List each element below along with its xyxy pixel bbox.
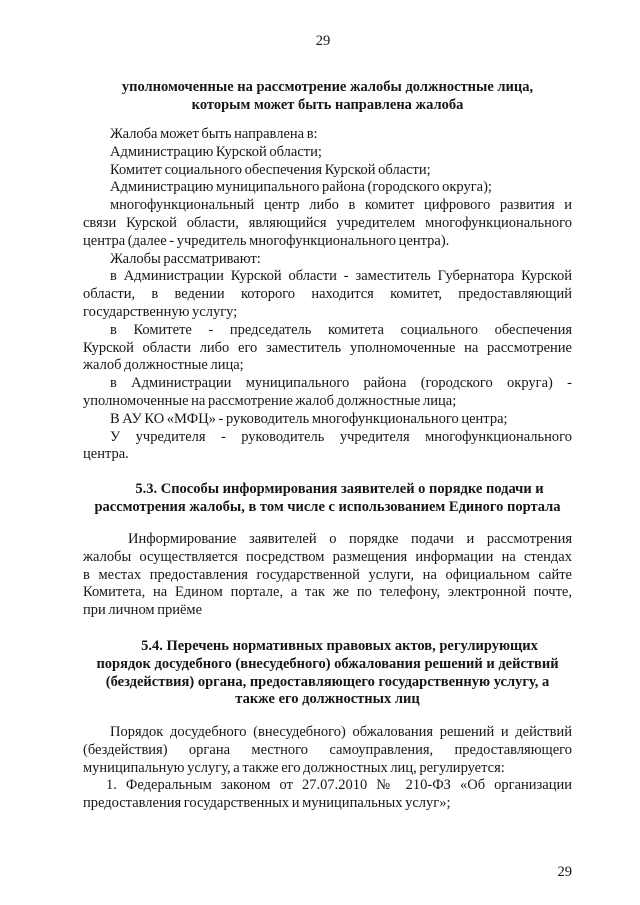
paragraph	[83, 411, 572, 429]
paragraph-line: Курской области либо его заместитель уполномоченные на рассмотрение	[83, 339, 572, 356]
paragraph-line: государственную услугу;	[83, 303, 238, 320]
paragraph-line: в местах предоставления государственной услуги, на официальном сайте	[83, 566, 572, 583]
complaint-officials-heading	[83, 79, 572, 115]
paragraph-line: жалоб должностные лица;	[83, 357, 244, 374]
paragraph-line: многофункциональный центр либо в комитет цифрового развития и	[110, 197, 572, 214]
paragraph-line: Комитет социального обеспечения Курской области;	[110, 161, 431, 178]
paragraph-line: Жалоба может быть направлена в:	[110, 126, 318, 142]
paragraph	[83, 197, 572, 250]
paragraph	[83, 724, 572, 777]
page-number-bottom: 29	[557, 864, 572, 880]
paragraph	[83, 251, 572, 269]
heading-line: рассмотрения жалобы, в том числе с использованием Единого портала	[94, 498, 561, 515]
paragraph	[83, 179, 572, 197]
paragraph	[83, 322, 572, 375]
paragraph-line: Порядок досудебного (внесудебного) обжалования решений и действий	[110, 724, 572, 740]
heading-line: также его должностных лиц	[235, 691, 420, 708]
paragraph-line: Комитета, на Едином портале, а так же по телефону, электронной почте,	[83, 584, 572, 601]
paragraph-line: жалобы осуществляется посредством размещения информации на стендах	[83, 548, 572, 565]
paragraph-line: У учредителя - руководитель учредителя многофункционального	[110, 428, 572, 445]
section-5-4-heading	[83, 638, 572, 709]
paragraph-line: в Комитете - председатель комитета социального обеспечения	[110, 321, 572, 338]
paragraph-line: в Администрации Курской области - заместитель Губернатора Курской	[110, 268, 572, 285]
section-5-3-body	[83, 531, 572, 620]
paragraph-line: муниципальную услугу, а также его должностных лиц, регулируется:	[83, 759, 505, 776]
heading-line: порядок досудебного (внесудебного) обжалования решений и действий	[96, 655, 559, 672]
paragraph-line: Администрацию муниципального района (городского округа);	[110, 179, 492, 196]
heading-line: 5.3. Способы информирования заявителей о порядке подачи и	[135, 481, 544, 497]
paragraph-line: центра.	[83, 446, 129, 463]
paragraph-line: Жалобы рассматривают:	[110, 250, 261, 267]
paragraph	[83, 531, 572, 620]
list-item	[83, 777, 572, 813]
paragraph-line: области, в ведении которого находится комитет, предоставляющий	[83, 286, 572, 303]
paragraph-line: центра (далее - учредитель многофункционального центра).	[83, 232, 450, 249]
heading-line: 5.4. Перечень нормативных правовых актов, регулирующих	[141, 638, 538, 654]
paragraph-line: в Администрации муниципального района (городского округа) -	[110, 375, 572, 392]
paragraph-line: Информирование заявителей о порядке подачи и рассмотрения	[128, 531, 572, 547]
heading-line: которым может быть направлена жалоба	[191, 96, 464, 113]
paragraph	[83, 268, 572, 321]
paragraph-line: при личном приёме	[83, 602, 203, 619]
paragraph-line: связи Курской области, являющийся учредителем многофункционального	[83, 214, 572, 231]
paragraph-line: Администрацию Курской области;	[110, 143, 322, 160]
paragraph-line: уполномоченные на рассмотрение жалоб должностные лица;	[83, 392, 457, 409]
paragraph-line: 1. Федеральным законом от 27.07.2010 № 210-ФЗ «Об организации	[106, 777, 572, 794]
paragraph	[83, 375, 572, 411]
paragraph-line: (бездействия) органа местного самоуправления, предоставляющего	[83, 741, 572, 758]
paragraph	[83, 126, 572, 144]
heading-line: (бездействия) органа, предоставляющего государственную услугу, а	[105, 673, 550, 690]
section-5-4-body	[83, 724, 572, 813]
complaint-officials-body	[83, 126, 572, 464]
paragraph	[83, 429, 572, 465]
section-5-3-heading	[83, 481, 572, 517]
paragraph-line: В АУ КО «МФЦ» - руководитель многофункционального центра;	[110, 410, 508, 427]
paragraph	[83, 162, 572, 180]
paragraph-line: предоставления государственных и муниципальных услуг»;	[83, 795, 451, 812]
page-number-top: 29	[315, 33, 331, 49]
paragraph	[83, 144, 572, 162]
heading-line: уполномоченные на рассмотрение жалобы должностные лица,	[121, 79, 534, 95]
